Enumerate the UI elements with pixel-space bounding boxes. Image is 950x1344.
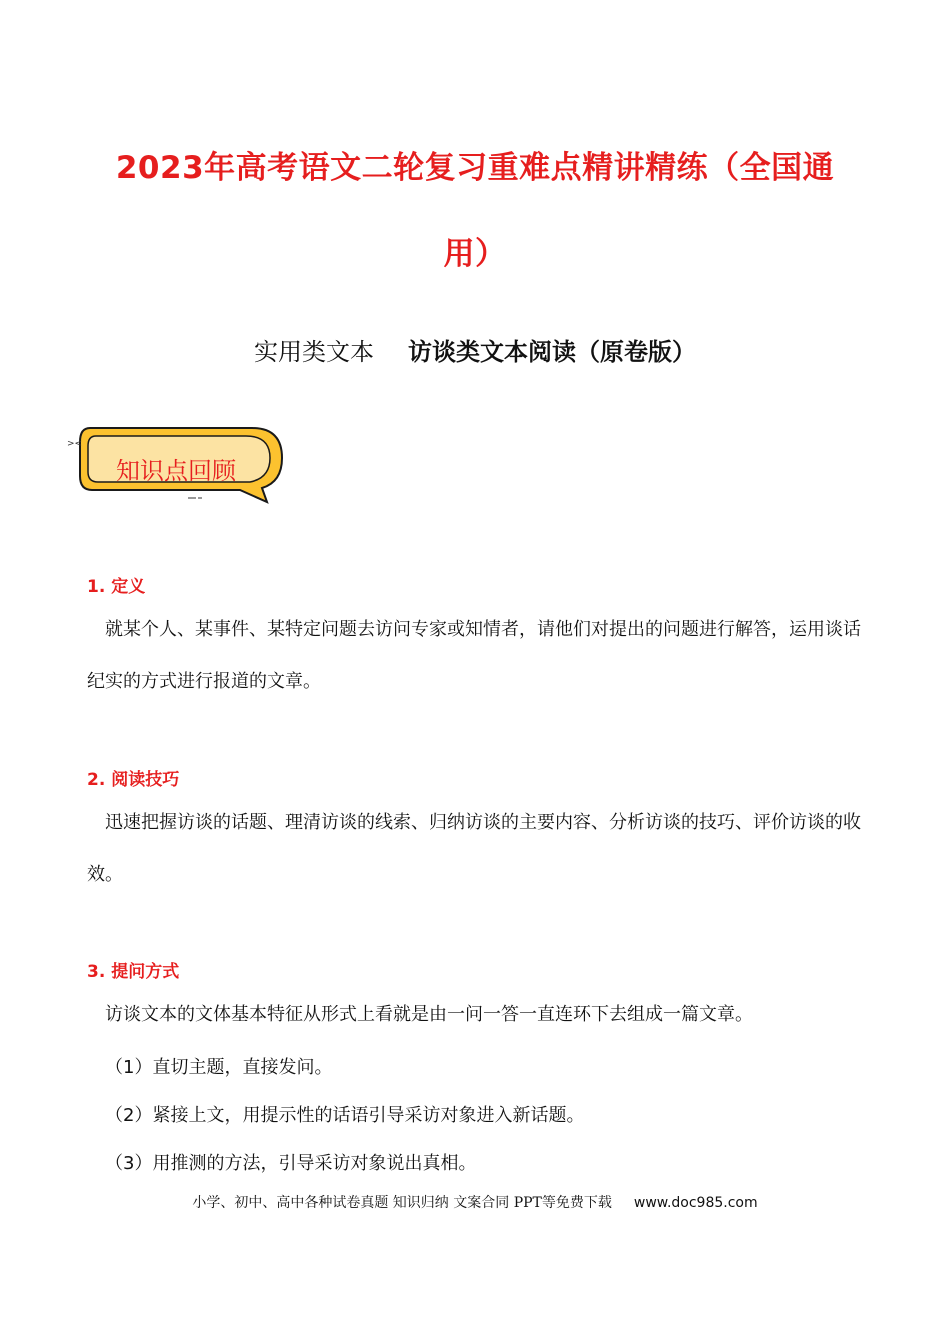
section-paragraph-question-methods: 访谈文本的文体基本特征从形式上看就是由一问一答一直连环下去组成一篇文章。 xyxy=(105,1004,753,1025)
section-heading-reading-skills: 2. 阅读技巧 xyxy=(87,770,180,790)
subtitle-topic: 访谈类文本阅读（原卷版） xyxy=(408,338,696,366)
document-subtitle xyxy=(0,332,950,367)
list-item: （3）用推测的方法，引导采访对象说出真相。 xyxy=(105,1153,477,1174)
section-heading-question-methods: 3. 提问方式 xyxy=(87,962,180,982)
document-title-line-1: 2023年高考语文二轮复习重难点精讲精练（全国通 xyxy=(115,150,835,186)
subtitle-category: 实用类文本 xyxy=(254,338,374,366)
list-item: （2）紧接上文，用提示性的话语引导采访对象进入新话题。 xyxy=(105,1105,585,1126)
footer-url: www.doc985.com xyxy=(633,1195,758,1211)
page-footer xyxy=(0,1192,950,1212)
section-paragraph-reading-skills: 迅速把握访谈的话题、理清访谈的线索、归纳访谈的主要内容、分析访谈的技巧、评价访谈的收效。 xyxy=(87,812,861,885)
section-heading-definition: 1. 定义 xyxy=(87,577,146,597)
svg-text:><: >< xyxy=(67,439,83,449)
document-title-line-2: 用） xyxy=(443,236,507,272)
footer-text: 小学、初中、高中各种试卷真题 知识归纳 文案合同 PPT等免费下载 xyxy=(192,1195,612,1211)
knowledge-review-badge xyxy=(62,420,292,525)
section-paragraph-definition: 就某个人、某事件、某特定问题去访问专家或知情者，请他们对提出的问题进行解答，运用谈话纪实的方式进行报道的文章。 xyxy=(87,619,861,692)
list-item: （1）直切主题，直接发问。 xyxy=(105,1057,333,1078)
knowledge-review-label: 知识点回顾 xyxy=(116,457,236,485)
